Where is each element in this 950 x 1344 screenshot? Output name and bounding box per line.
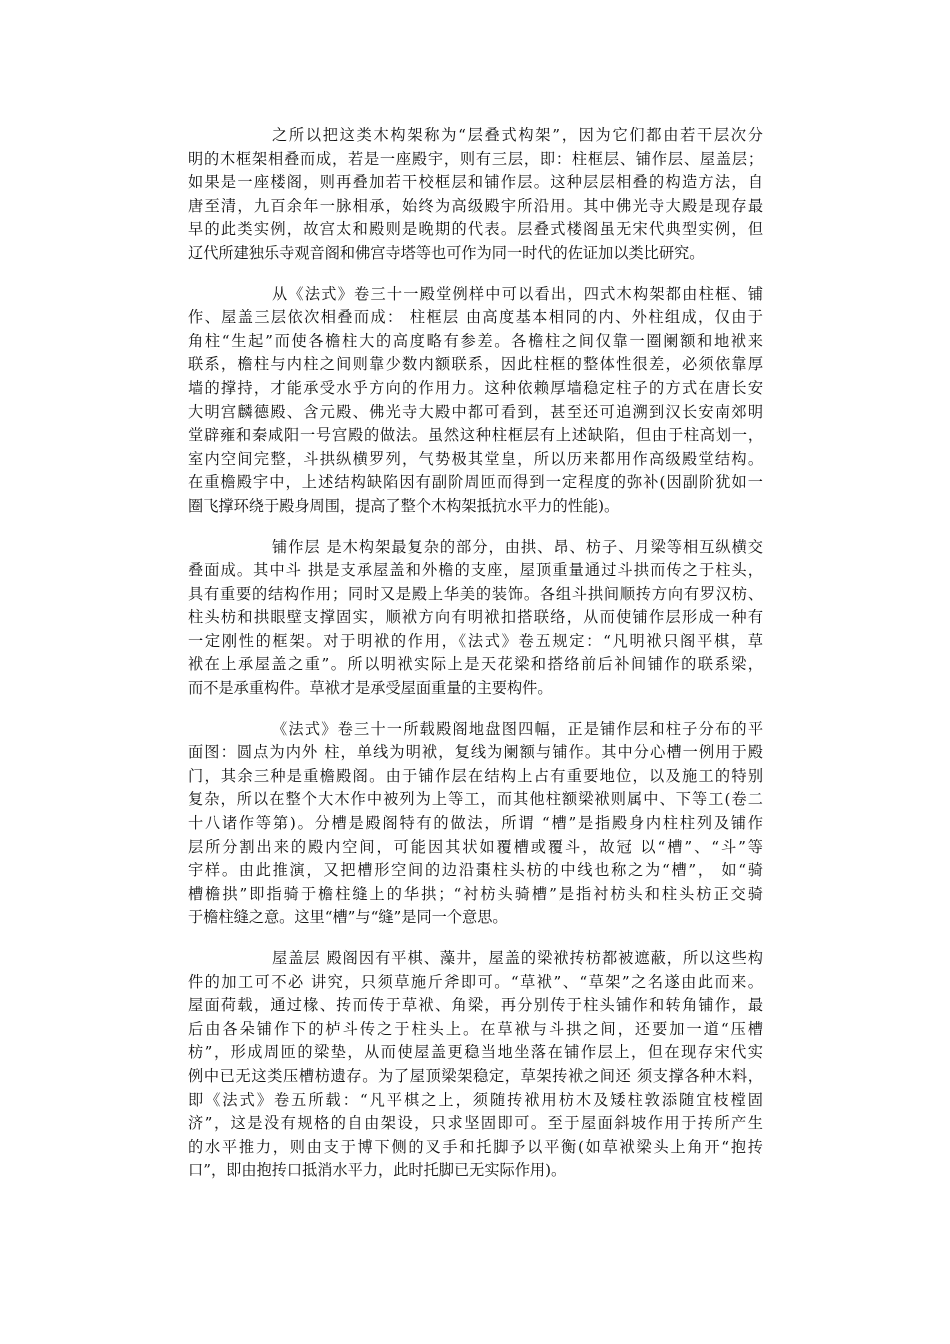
paragraph-column-frame-layer	[188, 283, 763, 519]
text-line: 袱在上承屋盖之重”。所以明袱实际上是天花梁和搭络前后补间铺作的联系梁，	[188, 655, 763, 674]
text-line: 具有重要的结构作用；同时又是殿上华美的装饰。各组斗拱间顺抟方向有罗汉枋、	[188, 584, 763, 603]
text-line: 铺作层 是木构架最复杂的部分，由拱、昂、枋子、月梁等相互纵横交	[272, 537, 763, 556]
text-line: 作、屋盖三层依次相叠而成： 柱框层 由高度基本相同的内、外柱组成，仅由于	[188, 308, 763, 327]
text-line: 十八诸作等第)。分槽是殿阁特有的做法，所谓 “槽”是指殿身内柱柱列及铺作	[188, 814, 763, 833]
text-line: 辽代所建独乐寺观音阁和佛宫寺塔等也可作为同一时代的佐证加以类比研究。	[188, 243, 705, 262]
text-line: 屋面荷载，通过椽、抟而传于草袱、角梁，再分别传于柱头铺作和转角铺作，最	[188, 996, 763, 1015]
text-line: 面图：圆点为内外 柱，单线为明袱，复线为阑额与铺作。其中分心槽一例用于殿	[188, 743, 763, 762]
document-page	[188, 124, 763, 1183]
text-line: 角柱“生起”而使各檐柱大的高度略有参差。各檐柱之间仅靠一圈阑额和地袱来	[188, 331, 763, 350]
text-line: 一定刚性的框架。对于明袱的作用，《法式》卷五规定：“凡明袱只阁平棋，草	[188, 631, 763, 650]
text-line: 件的加工可不必 讲究，只须草施斤斧即可。“草袱”、“草架”之名遂由此而来。	[188, 972, 763, 991]
text-line: 室内空间完整，斗拱纵横罗列，气势极其堂皇，所以历来都用作高级殿堂结构。	[188, 449, 763, 468]
text-line: 口”，即由抱抟口抵消水平力，此时托脚已无实际作用)。	[188, 1161, 567, 1180]
text-line: 《法式》卷三十一所载殿阁地盘图四幅，正是铺作层和柱子分布的平	[272, 719, 763, 738]
text-line: 明的木框架相叠而成，若是一座殿宇，则有三层，即：柱框层、铺作层、屋盖层；	[188, 149, 763, 168]
text-line: 屋盖层 殿阁因有平棋、藻井，屋盖的梁袱抟枋都被遮蔽，所以这些构	[272, 949, 763, 967]
text-line: 唐至清，九百余年一脉相承，始终为高级殿宇所沿用。其中佛光寺大殿是现存最	[188, 196, 763, 215]
text-line: 在重檐殿宇中，上述结构缺陷因有副阶周匝而得到一定程度的弥补(因副阶犹如一	[188, 473, 763, 492]
text-line: 之所以把这类木构架称为“层叠式构架”，因为它们都由若干层次分	[272, 126, 763, 144]
text-line: 槽檐拱”即指骑于檐柱缝上的华拱；“衬枋头骑槽”是指衬枋头和柱头枋正交骑	[188, 884, 763, 903]
text-line: 而不是承重构件。草袱才是承受屋面重量的主要构件。	[188, 679, 553, 698]
text-line: 济”，这是没有规格的自由架设，只求坚固即可。至于屋面斜坡作用于抟所产生	[188, 1114, 763, 1133]
text-line: 层所分割出来的殿内空间，可能因其状如覆槽或覆斗，故冠 以“槽”、“斗”等	[188, 837, 763, 856]
text-line: 柱头枋和拱眼壁支撑固实，顺袱方向有明袱扣搭联络，从而使铺作层形成一种有	[188, 608, 763, 627]
text-line: 于檐柱缝之意。这里“槽”与“缝”是同一个意思。	[188, 908, 508, 927]
text-line: 的水平推力，则由支于博下侧的叉手和托脚予以平衡(如草袱梁头上角开“抱抟	[188, 1137, 763, 1156]
paragraph-bracket-layer	[188, 536, 763, 701]
text-line: 圈飞撑环绕于殿身周围，提高了整个木构架抵抗水平力的性能)。	[188, 496, 620, 515]
text-line: 联系，檐柱与内柱之间则靠少数内额联系，因此柱框的整体性很差，必须依靠厚	[188, 355, 763, 374]
text-line: 宇样。由此推演，又把槽形空间的边沿棗柱头枋的中线也称之为“槽”， 如“骑	[188, 861, 763, 880]
text-line: 叠面成。其中斗 拱是支承屋盖和外檐的支座，屋顶重量通过斗拱而传之于柱头，	[188, 561, 763, 580]
paragraph-floor-plans	[188, 718, 763, 930]
text-line: 即《法式》卷五所载：“凡平棋之上，须随抟袱用枋木及矮柱敦添随宜枝樘固	[188, 1090, 763, 1109]
text-line: 复杂，所以在整个大木作中被列为上等工，而其他柱额梁袱则属中、下等工(卷二	[188, 790, 763, 809]
text-line: 后由各朵铺作下的栌斗传之于柱头上。在草袱与斗拱之间，还要加一道“压槽	[188, 1019, 763, 1038]
paragraph-layered-structure	[188, 124, 763, 266]
text-line: 早的此类实例，故宫太和殿则是晚期的代表。层叠式楼阁虽无宋代典型实例，但	[188, 220, 763, 239]
text-line: 墙的撑持，才能承受水乎方向的作用力。这种依赖厚墙稳定柱子的方式在唐长安	[188, 378, 763, 397]
text-line: 例中已无这类压槽枋遗存。为了屋顶梁架稳定，草架抟袱之间还 须支撑各种木料，	[188, 1066, 763, 1085]
text-line: 从《法式》卷三十一殿堂例样中可以看出，四式木构架都由柱框、铺	[272, 284, 763, 303]
text-line: 枋”，形成周匝的梁垫，从而使屋盖更稳当地坐落在铺作层上，但在现存宋代实	[188, 1043, 763, 1062]
paragraph-roof-layer	[188, 947, 763, 1183]
text-line: 门，其余三种是重檐殿阁。由于铺作层在结构上占有重要地位，以及施工的特别	[188, 766, 763, 785]
text-line: 大明宫麟德殿、含元殿、佛光寺大殿中都可看到，甚至还可追溯到汉长安南郊明	[188, 402, 763, 421]
text-line: 堂辟雍和秦咸阳一号宫殿的做法。虽然这种柱框层有上述缺陷，但由于柱高划一，	[188, 426, 763, 445]
text-line: 如果是一座楼阁，则再叠加若干校框层和铺作层。这种层层相叠的构造方法，自	[188, 173, 763, 192]
